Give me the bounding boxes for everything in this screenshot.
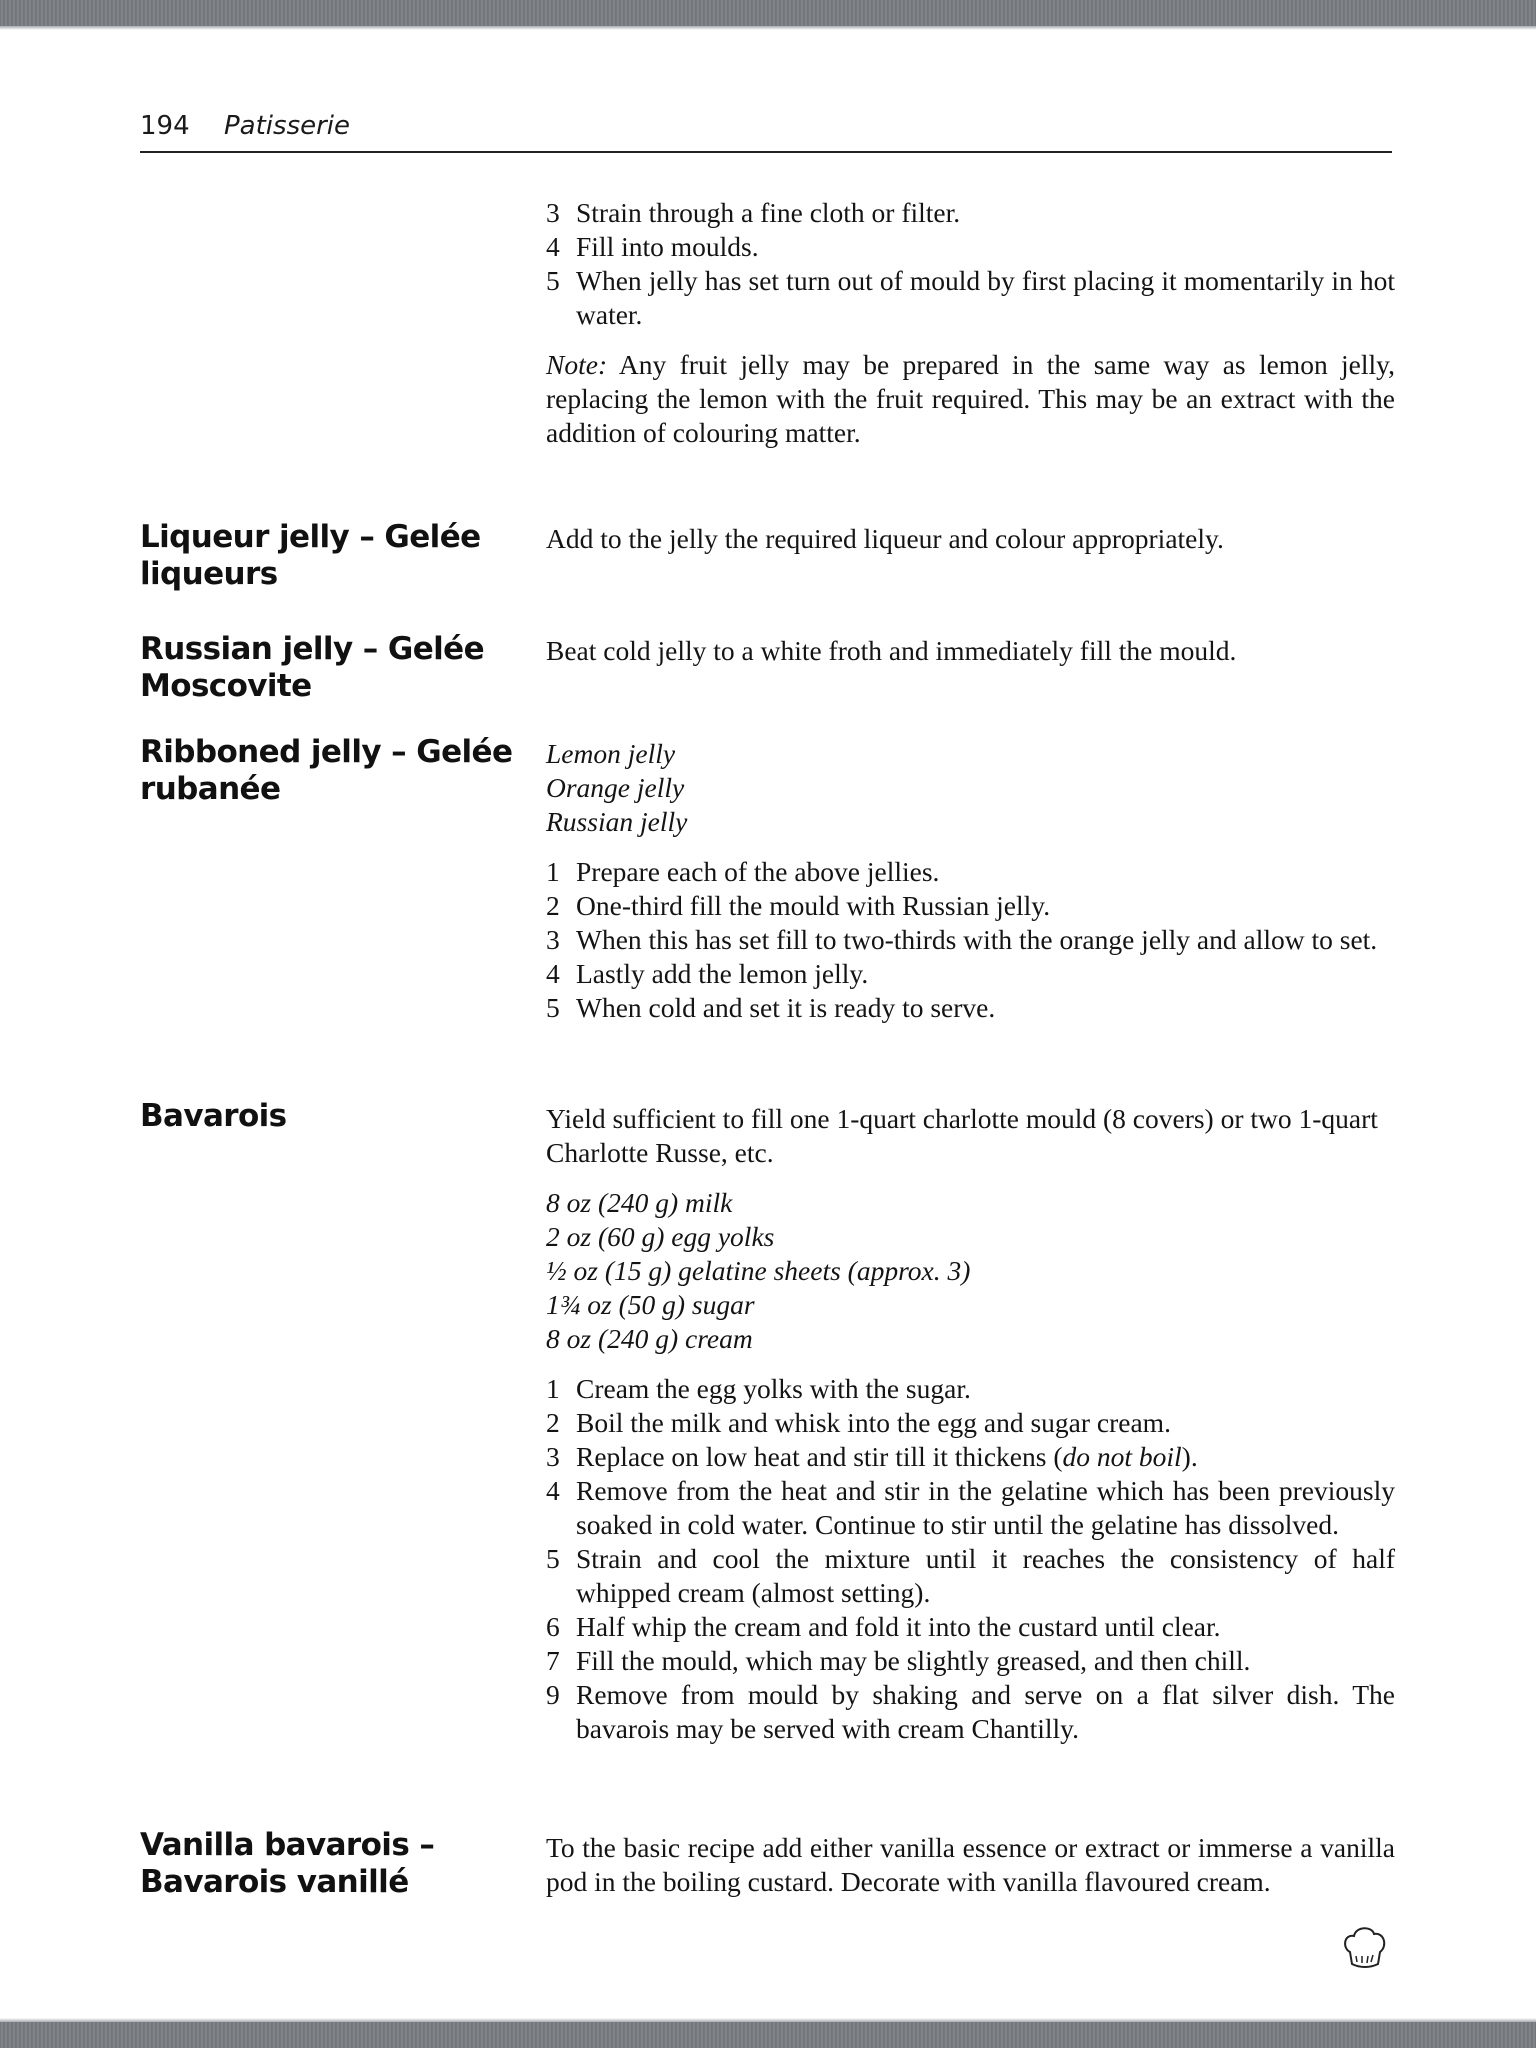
list-item: 2 Boil the milk and whisk into the egg and sugar cream. <box>546 1407 1171 1438</box>
ribboned-ingredients <box>546 737 1395 839</box>
ingredient-item: Russian jelly <box>546 806 688 837</box>
viewer-frame-top <box>0 0 1536 26</box>
list-item: 5 Strain and cool the mixture until it reaches the consistency of half whipped cream (almost setting). <box>546 1543 1395 1608</box>
section-title: Patisserie <box>224 111 351 141</box>
russian-jelly-heading: Russian jelly – Gelée Moscovite <box>140 631 484 704</box>
list-item: 9 Remove from mould by shaking and serve on a flat silver dish. The bavarois may be served with cream Chantilly. <box>546 1679 1395 1744</box>
note-paragraph <box>546 348 1395 450</box>
list-item: 4 Remove from the heat and stir in the gelatine which has been previously soaked in cold water. Continue to stir until the gelatine has dissolved. <box>546 1475 1395 1540</box>
ingredient-item: 8 oz (240 g) cream <box>546 1323 753 1354</box>
ingredient-item: 1¾ oz (50 g) sugar <box>546 1289 755 1320</box>
ingredient-item: 8 oz (240 g) milk <box>546 1187 733 1218</box>
list-item: 3 Replace on low heat and stir till it thickens (do not boil). <box>546 1441 1198 1472</box>
ribboned-jelly-body <box>546 737 1395 1025</box>
ingredient-item: ½ oz (15 g) gelatine sheets (approx. 3) <box>546 1255 971 1286</box>
page-number: 194 <box>140 111 190 141</box>
list-item: 4 Lastly add the lemon jelly. <box>546 958 869 989</box>
list-item: 6 Half whip the cream and fold it into the custard until clear. <box>546 1611 1221 1642</box>
list-item: 4 Fill into moulds. <box>546 231 759 262</box>
list-item: 3 When this has set fill to two-thirds with the orange jelly and allow to set. <box>546 924 1378 955</box>
list-item: 5 When jelly has set turn out of mould by first placing it momentarily in hot water. <box>546 265 1395 330</box>
note-text: Any fruit jelly may be prepared in the same way as lemon jelly, replacing the lemon with the fruit required. This may be an extract with the addition of colouring matter. <box>546 349 1395 448</box>
liqueur-jelly-heading: Liqueur jelly – Gelée liqueurs <box>140 519 481 592</box>
yield-text: Yield sufficient to fill one 1-quart charlotte mould (8 covers) or two 1-quart Charlotte Russe, etc. <box>546 1103 1378 1168</box>
lemon-jelly-steps <box>546 196 1395 332</box>
list-item: 3 Strain through a fine cloth or filter. <box>546 197 961 228</box>
list-item: 2 One-third fill the mould with Russian jelly. <box>546 890 1051 921</box>
ribboned-steps <box>546 855 1395 1025</box>
ingredient-item: Lemon jelly <box>546 738 676 769</box>
list-item: 1 Cream the egg yolks with the sugar. <box>546 1373 971 1404</box>
vanilla-bavarois-heading: Vanilla bavarois – Bavarois vanillé <box>140 1827 435 1900</box>
bavarois-steps <box>546 1372 1395 1746</box>
bavarois-ingredients <box>546 1186 1395 1356</box>
ingredient-item: Orange jelly <box>546 772 685 803</box>
liqueur-jelly-text: Add to the jelly the required liqueur and colour appropriately. <box>546 523 1224 554</box>
list-item: 5 When cold and set it is ready to serve. <box>546 992 996 1023</box>
ingredient-item: 2 oz (60 g) egg yolks <box>546 1221 775 1252</box>
viewer-frame-bottom <box>0 2022 1536 2048</box>
vanilla-bavarois-text: To the basic recipe add either vanilla essence or extract or immerse a vanilla pod in the boiling custard. Decorate with vanilla flavoured cream. <box>546 1832 1395 1897</box>
bavarois-heading: Bavarois <box>140 1098 287 1134</box>
bavarois-body <box>546 1102 1395 1746</box>
russian-jelly-text: Beat cold jelly to a white froth and immediately fill the mould. <box>546 635 1237 666</box>
lemon-jelly-continued <box>546 196 1395 450</box>
chef-hat-icon <box>1340 1922 1390 1972</box>
note-label: Note: <box>546 349 608 380</box>
list-item: 1 Prepare each of the above jellies. <box>546 856 940 887</box>
list-item: 7 Fill the mould, which may be slightly greased, and then chill. <box>546 1645 1251 1676</box>
ribboned-jelly-heading: Ribboned jelly – Gelée rubanée <box>140 734 513 807</box>
running-header <box>140 111 1392 153</box>
